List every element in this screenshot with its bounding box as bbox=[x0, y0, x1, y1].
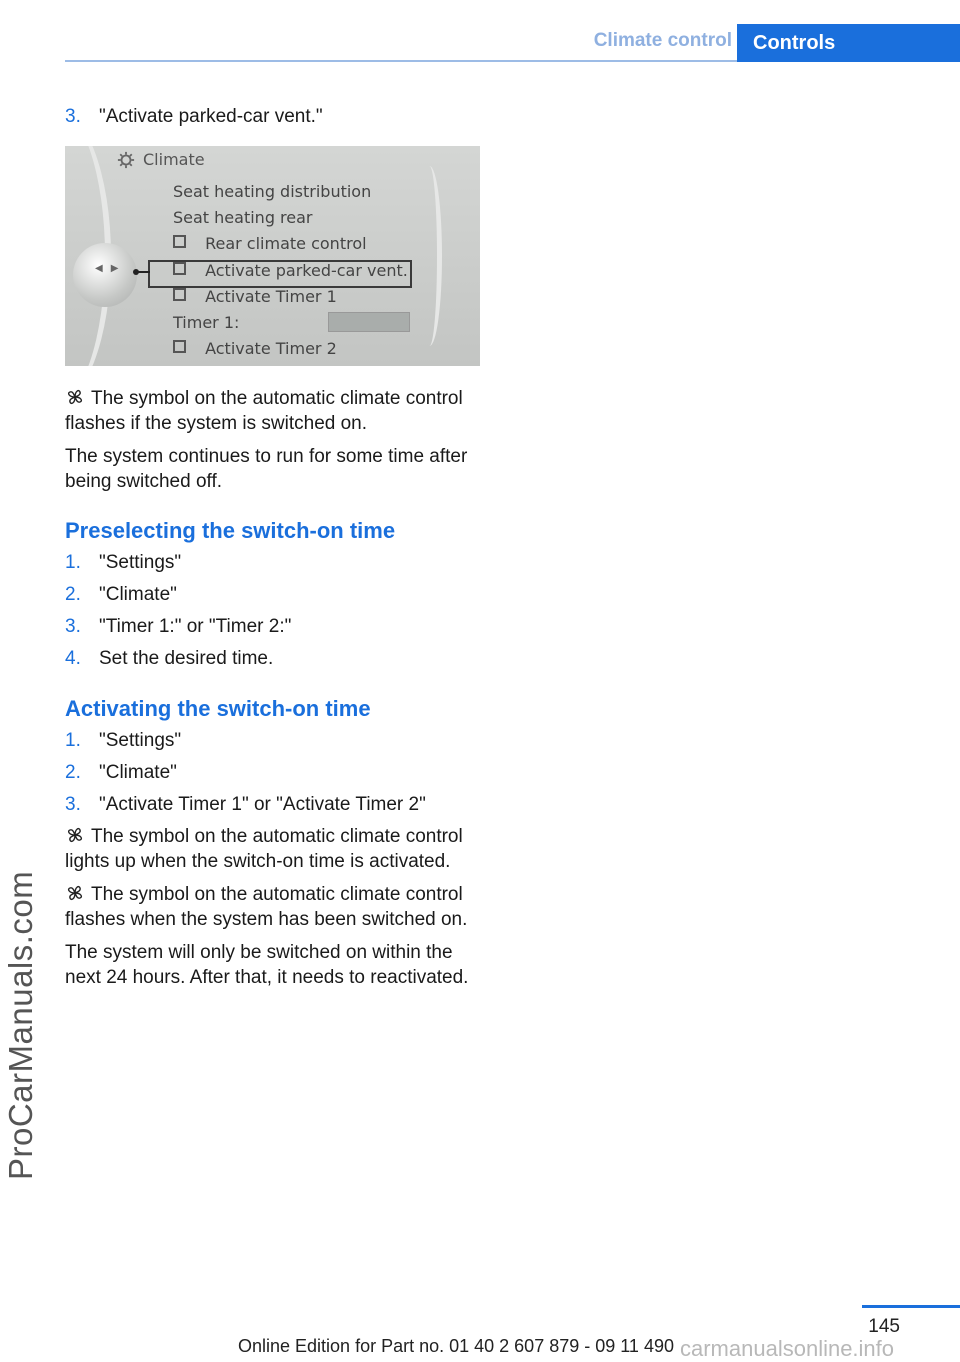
page-number: 145 bbox=[868, 1316, 900, 1337]
step-item bbox=[65, 792, 485, 818]
settings-gear-icon bbox=[117, 151, 135, 169]
side-watermark: ProCarManuals.com bbox=[2, 870, 39, 1180]
step-number: 2. bbox=[65, 584, 81, 605]
step-text: "Settings" bbox=[99, 730, 182, 751]
paragraph-text: The system will only be switched on within the next 24 hours. After that, it needs to reactivated. bbox=[65, 942, 469, 988]
fan-icon bbox=[65, 825, 85, 845]
screen-menu-item bbox=[173, 339, 337, 358]
screen-title: Climate bbox=[143, 150, 205, 169]
section-heading: Preselecting the switch-on time bbox=[65, 518, 396, 543]
page-content bbox=[65, 104, 485, 998]
header-section-title: Climate control bbox=[593, 30, 732, 51]
checkbox-icon bbox=[173, 288, 186, 301]
paragraph-text: The symbol on the automatic climate control flashes if the system is switched on. bbox=[65, 388, 463, 434]
paragraph-text: The symbol on the automatic climate control lights up when the switch-on time is activated. bbox=[65, 826, 463, 872]
step-text: "Settings" bbox=[99, 552, 182, 573]
step-text: "Climate" bbox=[99, 584, 177, 605]
step-item bbox=[65, 104, 485, 130]
step-text: Set the desired time. bbox=[99, 648, 274, 669]
footer-rule bbox=[862, 1305, 960, 1308]
paragraph bbox=[65, 940, 485, 990]
checkbox-icon bbox=[173, 340, 186, 353]
step-item bbox=[65, 582, 485, 608]
fan-icon bbox=[65, 387, 85, 407]
screen-menu-label: Seat heating distribution bbox=[173, 182, 372, 201]
step-text: "Climate" bbox=[99, 762, 177, 783]
screen-menu-label: Activate Timer 1 bbox=[205, 287, 337, 306]
controller-knob-icon bbox=[73, 243, 137, 307]
step-number: 3. bbox=[65, 794, 81, 815]
step-text: "Activate Timer 1" or "Activate Timer 2" bbox=[99, 794, 426, 815]
section-heading: Activating the switch-on time bbox=[65, 696, 371, 721]
screen-menu-item-selected bbox=[173, 261, 408, 280]
screen-menu-item bbox=[173, 234, 367, 253]
screen-menu-label: Rear climate control bbox=[205, 234, 367, 253]
timer-value-field bbox=[328, 312, 410, 332]
screen-menu-item bbox=[173, 313, 239, 332]
screen-arc-right bbox=[417, 166, 442, 346]
step-text: "Timer 1:" or "Timer 2:" bbox=[99, 616, 292, 637]
step-number: 2. bbox=[65, 762, 81, 783]
screen-menu-label: Seat heating rear bbox=[173, 208, 313, 227]
screen-menu-label: Activate Timer 2 bbox=[205, 339, 337, 358]
screen-menu-label: Activate parked-car vent. bbox=[205, 261, 408, 280]
bottom-watermark: carmanualsonline.info bbox=[680, 1336, 895, 1361]
edition-note: Online Edition for Part no. 01 40 2 607 879 - 09 11 490 bbox=[238, 1336, 674, 1356]
paragraph bbox=[65, 444, 485, 494]
screen-menu-item bbox=[173, 287, 337, 306]
idrive-screen-image bbox=[65, 146, 480, 366]
fan-icon bbox=[65, 883, 85, 903]
knob-arrows-icon: ◀▶ bbox=[95, 263, 127, 274]
step-item bbox=[65, 728, 485, 754]
step-item bbox=[65, 760, 485, 786]
header-chapter-tab: Controls bbox=[737, 24, 960, 62]
step-text: "Activate parked-car vent." bbox=[99, 106, 323, 127]
checkbox-icon bbox=[173, 235, 186, 248]
screen-menu-item bbox=[173, 182, 371, 201]
paragraph bbox=[65, 386, 485, 436]
step-number: 1. bbox=[65, 730, 81, 751]
paragraph bbox=[65, 882, 485, 932]
screen-menu-item bbox=[173, 208, 313, 227]
step-number: 4. bbox=[65, 648, 81, 669]
step-item bbox=[65, 614, 485, 640]
step-number: 1. bbox=[65, 552, 81, 573]
screen-menu-label: Timer 1: bbox=[173, 313, 240, 332]
step-item bbox=[65, 550, 485, 576]
paragraph-text: The system continues to run for some time after being switched off. bbox=[65, 446, 468, 492]
paragraph-text: The symbol on the automatic climate control flashes when the system has been switched on. bbox=[65, 884, 468, 930]
pointer-line-icon bbox=[137, 271, 150, 273]
step-item bbox=[65, 646, 485, 672]
step-number: 3. bbox=[65, 616, 81, 637]
step-number: 3. bbox=[65, 106, 81, 127]
checkbox-icon bbox=[173, 262, 186, 275]
paragraph bbox=[65, 824, 485, 874]
